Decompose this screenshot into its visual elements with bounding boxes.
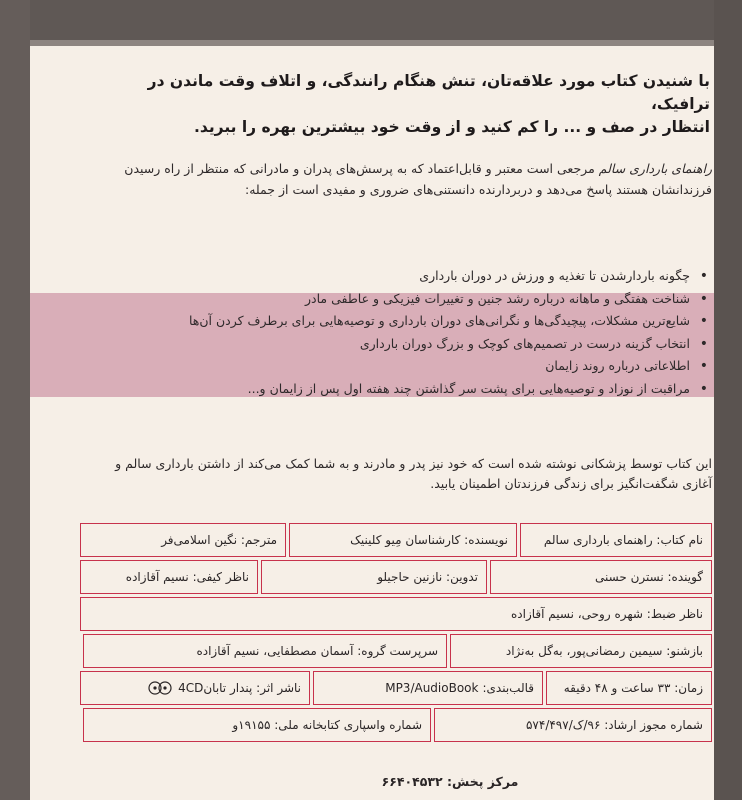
duration-cell: زمان: ۳۳ ساعت و ۴۸ دقیقه bbox=[546, 671, 712, 705]
disc-info bbox=[147, 681, 203, 695]
book-title-cell: نام کتاب: راهنمای بارداری سالم bbox=[520, 523, 712, 557]
list-item bbox=[100, 310, 712, 333]
closing-text: این کتاب توسط پزشکانی نوشته شده است که خود نیز پدر و مادرند و به شما کمک می‌کند از داشتن بارداری سالم و آغازی شگفت‌انگیز برای زندگی فرزندتان اطمینان یابید. bbox=[115, 456, 712, 491]
cd-icon bbox=[147, 681, 175, 695]
list-item-text: اطلاعاتی درباره روند زایمان bbox=[545, 358, 690, 374]
frame-left bbox=[0, 0, 30, 800]
credits-table bbox=[80, 523, 712, 745]
description-book-name: راهنمای بارداری سالم bbox=[598, 161, 712, 176]
list-item-text: انتخاب گزینه درست در تصمیم‌های کوچک و بزرگ دوران بارداری bbox=[359, 335, 690, 351]
distributor-text: مرکز پخش: ۶۶۴۰۴۵۳۲ bbox=[381, 774, 519, 789]
library-number-cell: شماره واسپاری کتابخانه ملی: ۱۹۱۵۵و bbox=[83, 708, 431, 742]
credits-row bbox=[80, 597, 712, 631]
list-item bbox=[100, 333, 712, 356]
intro-line-1: با شنیدن کتاب مورد علاقه‌تان، تنش هنگام رانندگی، و اتلاف وقت ماندن در ترافیک، bbox=[147, 72, 710, 113]
list-item bbox=[100, 288, 712, 311]
credits-row bbox=[80, 634, 712, 668]
bullet-icon: • bbox=[699, 268, 708, 284]
credits-row bbox=[80, 671, 712, 705]
list-item bbox=[100, 265, 712, 288]
list-item-text: مراقبت از نوزاد و توصیه‌هایی برای پشت سر گذاشتن چند هفته اول پس از زایمان و... bbox=[247, 380, 690, 396]
intro-text bbox=[90, 70, 710, 139]
publisher-text: ناشر اثر: پندار تابان bbox=[203, 681, 301, 695]
credits-row bbox=[80, 708, 712, 742]
intro-line-2: انتظار در صف و ... را کم کنید و از وقت خود بیشترین بهره را ببرید. bbox=[194, 118, 710, 136]
frame-right bbox=[714, 0, 742, 800]
bullet-icon: • bbox=[699, 313, 708, 330]
bullet-icon: • bbox=[699, 380, 708, 397]
frame-edge bbox=[30, 40, 714, 46]
translator-cell: مترجم: نگین اسلامی‌فر bbox=[80, 523, 286, 557]
disc-count: 4CD bbox=[178, 681, 204, 695]
credits-row bbox=[80, 560, 712, 594]
list-item-text: چگونه باردارشدن تا تغذیه و ورزش در دوران بارداری bbox=[419, 268, 690, 283]
format-label: قالب‌بندی: bbox=[482, 681, 534, 695]
frame-top bbox=[0, 0, 742, 40]
format-cell bbox=[313, 671, 543, 705]
bullet-icon: • bbox=[699, 290, 708, 307]
group-supervisor-cell: سرپرست گروه: آسمان مصطفایی، نسیم آقازاده bbox=[83, 634, 447, 668]
bullet-list bbox=[100, 265, 712, 401]
license-cell: شماره مجوز ارشاد: ۹۶/ک/۵۷۴/۴۹۷ bbox=[434, 708, 712, 742]
list-item-text: شناخت هفتگی و ماهانه درباره رشد جنین و تغییرات فیزیکی و عاطفی مادر bbox=[305, 290, 690, 306]
recording-supervisor-cell: ناظر ضبط: شهره روحی، نسیم آقازاده bbox=[80, 597, 712, 631]
quality-supervisor-cell: ناظر کیفی: نسیم آقازاده bbox=[80, 560, 258, 594]
list-item bbox=[100, 355, 712, 378]
credits-row bbox=[80, 523, 712, 557]
publisher-cell bbox=[80, 671, 310, 705]
description-text: مرجعی است معتبر و قابل‌اعتماد که به پرسش‌های پدران و مادرانی که منتظر از راه رسیدن فرزندانشان هستند پاسخ می‌دهد و دربردارنده دانستنی‌های ضروری و مفیدی است از جمله: bbox=[124, 161, 712, 197]
description bbox=[100, 158, 712, 200]
compiler-cell: تدوین: نازنین حاجیلو bbox=[261, 560, 487, 594]
list-item-text: شایع‌ترین مشکلات، پیچیدگی‌ها و نگرانی‌های دوران بارداری و توصیه‌هایی برای برطرف کردن آن‌ها bbox=[188, 313, 690, 329]
author-cell: نویسنده: کارشناسان مِیو کلینیک bbox=[289, 523, 517, 557]
proofreaders-cell: بازشنو: سیمین رمضانی‌پور، به‌گل به‌نژاد bbox=[450, 634, 712, 668]
narrator-cell: گوینده: نسترن حسنی bbox=[490, 560, 712, 594]
list-item bbox=[100, 378, 712, 401]
format-value: MP3/AudioBook bbox=[385, 681, 479, 695]
bullet-icon: • bbox=[699, 358, 708, 375]
bullet-icon: • bbox=[699, 335, 708, 352]
